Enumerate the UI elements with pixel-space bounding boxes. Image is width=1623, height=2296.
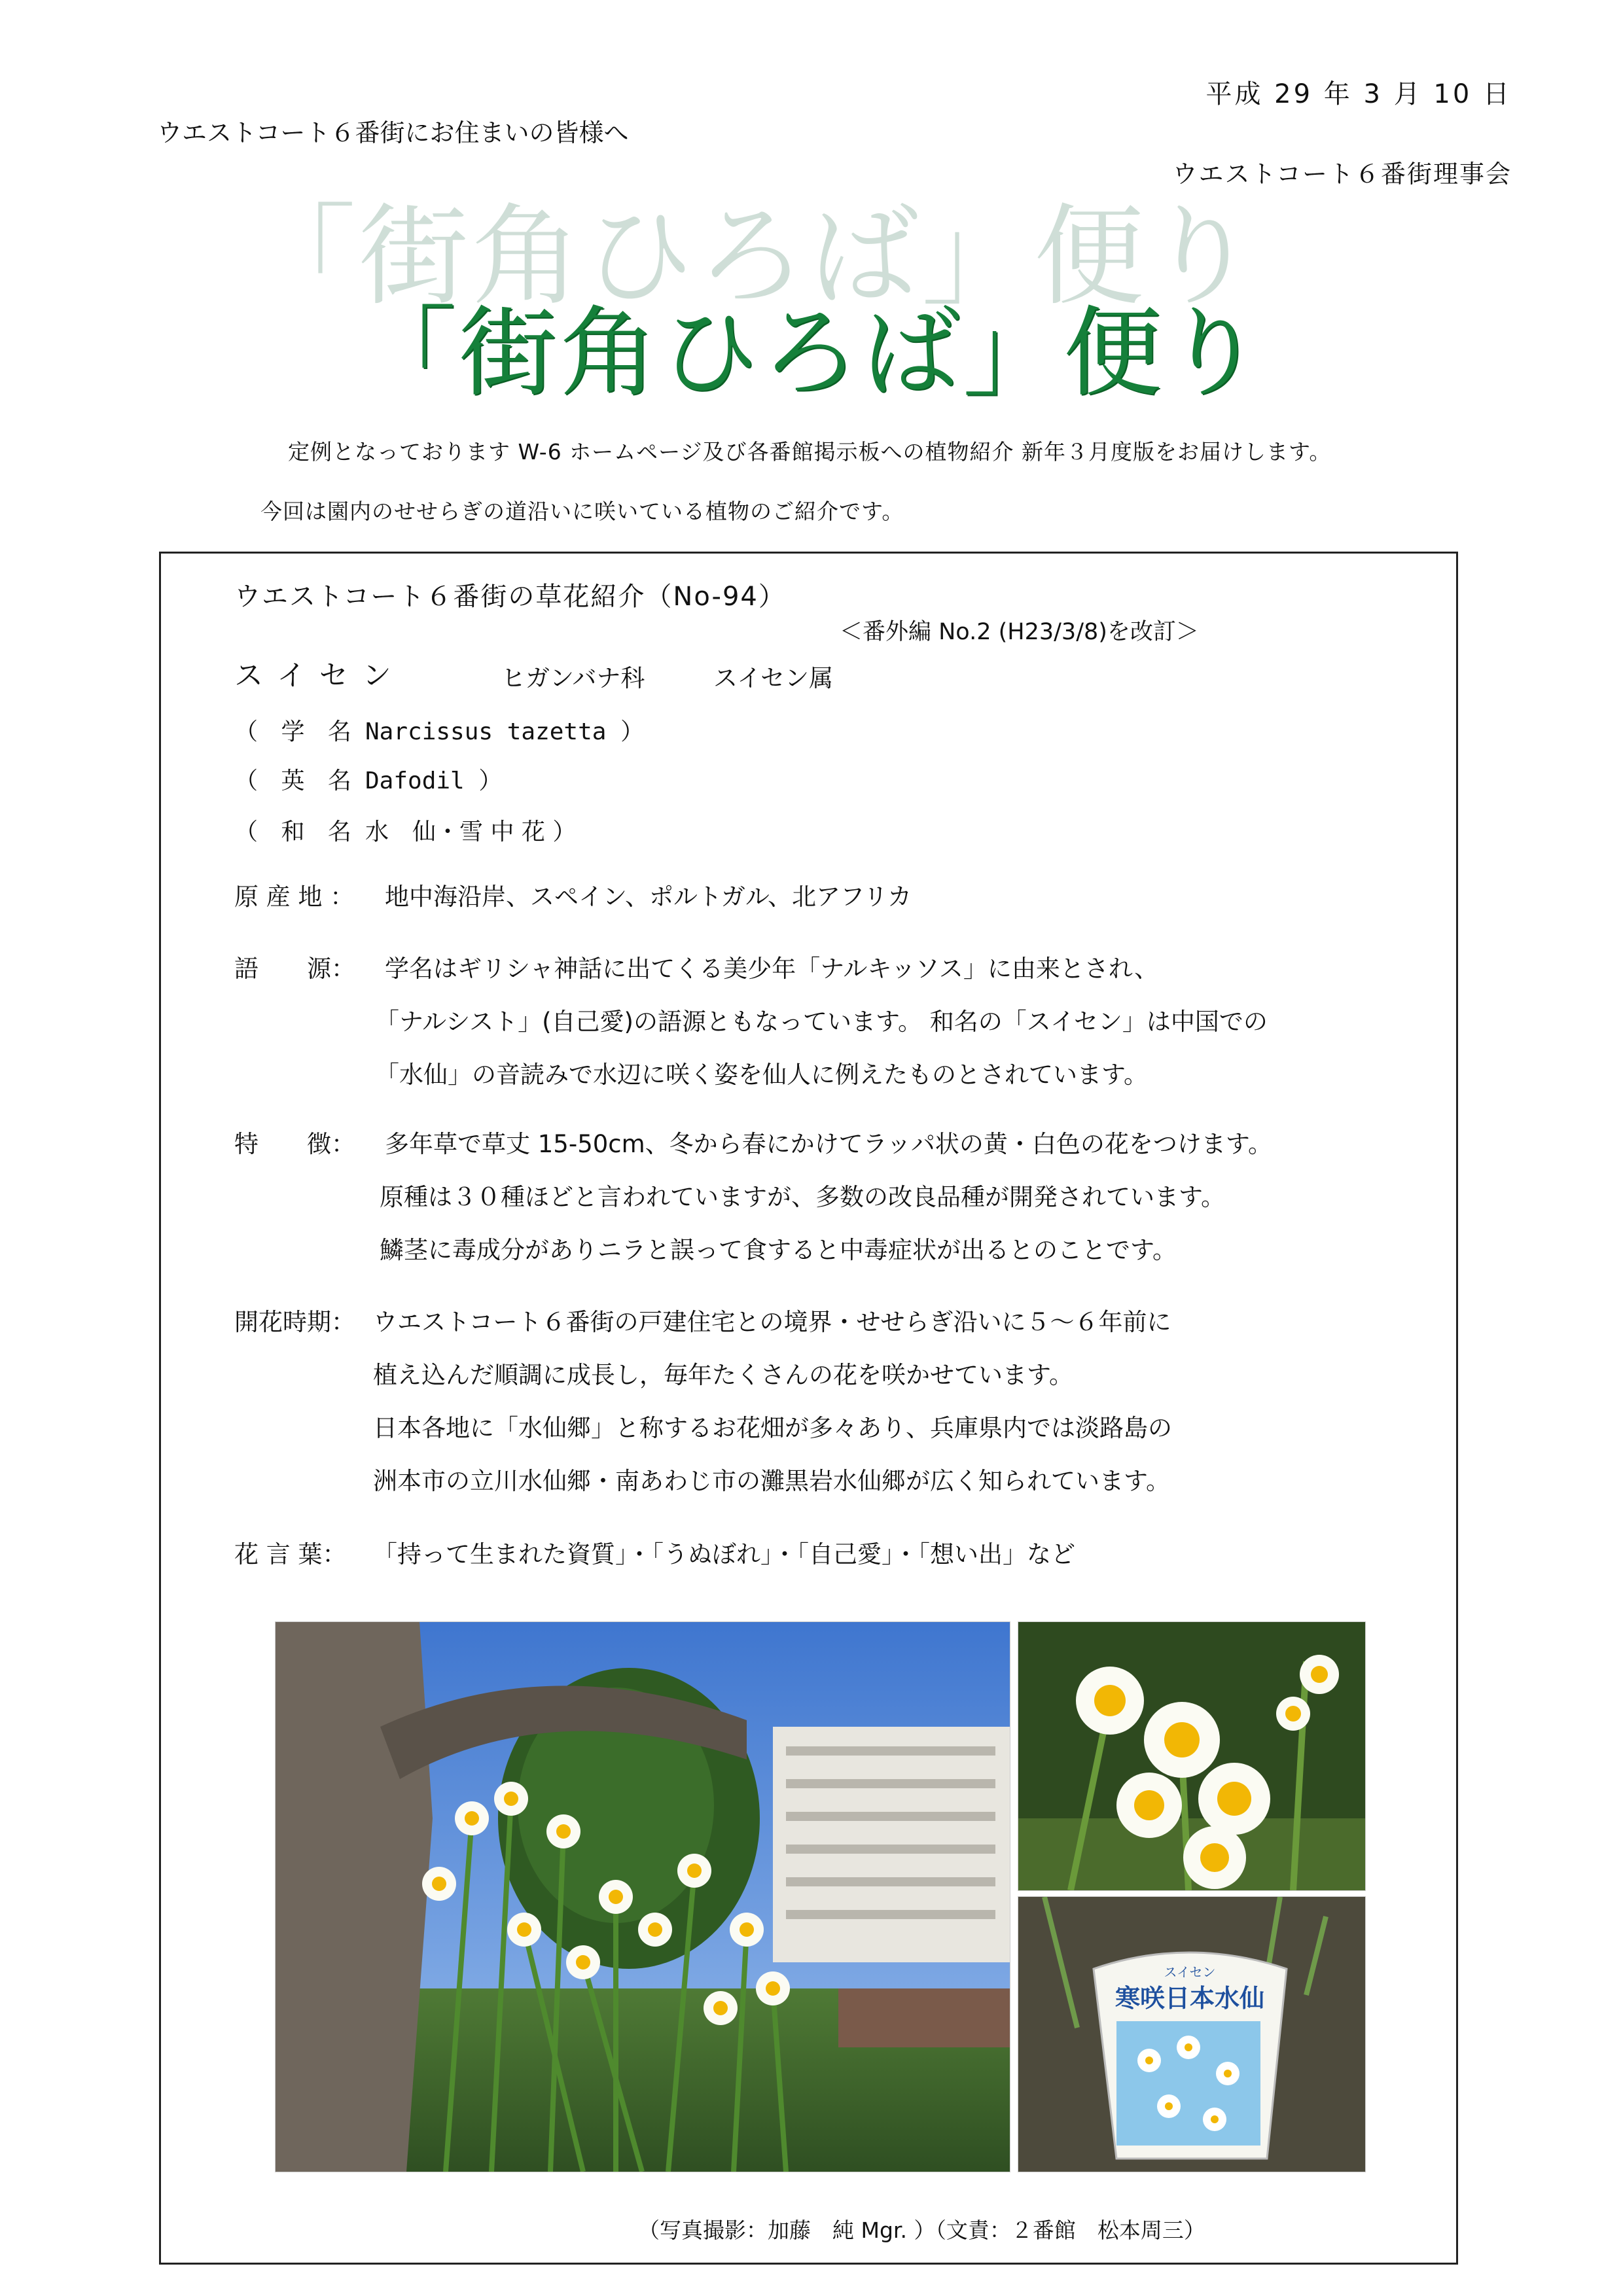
photo-daffodil-closeup	[1018, 1621, 1366, 1891]
etymology-line: 「ナルシスト」(自己愛)の語源ともなっています。 和名の「スイセン」は中国での	[375, 1008, 1268, 1036]
tag-main-text: 寒咲日本水仙	[1115, 1984, 1265, 2013]
origin-paragraph	[234, 877, 1412, 910]
japanese-name-value: 水 仙・雪 中 花 ）	[365, 819, 577, 845]
english-name-value: Dafodil ）	[365, 768, 503, 794]
flower-language-label: 花 言 葉：	[234, 1540, 347, 1568]
features-line: 原種は３０種ほどと言われていますが、多数の改良品種が開発されています。	[380, 1183, 1226, 1211]
scientific-name-value: Narcissus tazetta ）	[365, 718, 645, 745]
newsletter-title-shadow: 「街角ひろば」便り	[246, 192, 1259, 321]
section-title: ウエストコート６番街の草花紹介（No-94）	[234, 582, 786, 612]
newsletter-title: 「街角ひろば」便り	[357, 296, 1265, 410]
photo-plant-tag	[1018, 1896, 1366, 2172]
photo-credit: （写真撮影：加藤 純 Mgr. ）（文責：２番館 松本周三）	[638, 2217, 1205, 2243]
flower-language-paragraph	[234, 1534, 1412, 1567]
plant-family: ヒガンバナ科	[501, 664, 645, 692]
section-subtitle: ＜番外編 No.2 (H23/3/8)を改訂＞	[840, 619, 1199, 645]
scientific-name-label: （ 学 名	[234, 718, 359, 745]
photo-garden-daffodils	[275, 1621, 1010, 2172]
plant-name: スイセン	[234, 659, 406, 692]
japanese-name-row	[234, 813, 576, 847]
english-name-label: （ 英 名	[234, 768, 359, 794]
etymology-label: 語 源：	[234, 955, 355, 983]
features-label: 特 徴：	[234, 1130, 355, 1158]
sender: ウエストコート６番街理事会	[1172, 160, 1512, 188]
etymology-line: 学名はギリシャ神話に出てくる美少年「ナルキッソス」に由来とされ、	[385, 955, 1159, 983]
plant-genus: スイセン属	[713, 664, 834, 692]
bloom-line: ウエストコート６番街の戸建住宅との境界・せせらぎ沿いに５～６年前に	[373, 1308, 1171, 1336]
tag-small-text: スイセン	[1164, 1964, 1216, 1980]
flower-language-text: 「持って生まれた資質」・「うぬぼれ」・「自己愛」・「想い出」など	[373, 1540, 1075, 1568]
origin-text: 地中海沿岸、スペイン、ポルトガル、北アフリカ	[385, 883, 912, 911]
addressee: ウエストコート６番街にお住まいの皆様へ	[157, 118, 629, 147]
bloom-paragraph	[234, 1302, 1412, 1498]
intro-line-1: 定例となっております W-6 ホームページ及び各番館掲示板への植物紹介 新年３月度版をお届けします。	[288, 439, 1332, 465]
bloom-label: 開花時期：	[234, 1308, 355, 1336]
intro-line-2: 今回は園内のせせらぎの道沿いに咲いている植物のご紹介です。	[260, 499, 904, 524]
bloom-line: 洲本市の立川水仙郷・南あわじ市の灘黒岩水仙郷が広く知られています。	[373, 1467, 1171, 1495]
features-line: 鱗茎に毒成分がありニラと誤って食すると中毒症状が出るとのことです。	[380, 1236, 1177, 1264]
bloom-line: 日本各地に「水仙郷」と称するお花畑が多々あり、兵庫県内では淡路島の	[373, 1414, 1172, 1442]
scientific-name-row	[234, 713, 644, 747]
tag-photo-illustration	[1018, 1897, 1365, 2172]
japanese-name-label: （ 和 名	[234, 819, 359, 845]
garden-photo-illustration	[276, 1622, 1010, 2172]
closeup-photo-illustration	[1018, 1622, 1365, 1890]
etymology-paragraph	[234, 949, 1412, 1093]
document-date: 平成 29 年 3 月 10 日	[1205, 79, 1512, 109]
features-line: 多年草で草丈 15-50cm、冬から春にかけてラッパ状の黄・白色の花をつけます。	[385, 1130, 1272, 1158]
origin-label: 原 産 地 ：	[234, 883, 355, 911]
etymology-line: 「水仙」の音読みで水辺に咲く姿を仙人に例えたものとされています。	[375, 1061, 1149, 1089]
bloom-line: 植え込んだ順調に成長し，毎年たくさんの花を咲かせています。	[373, 1361, 1074, 1389]
features-paragraph	[234, 1124, 1412, 1268]
english-name-row	[234, 762, 502, 796]
